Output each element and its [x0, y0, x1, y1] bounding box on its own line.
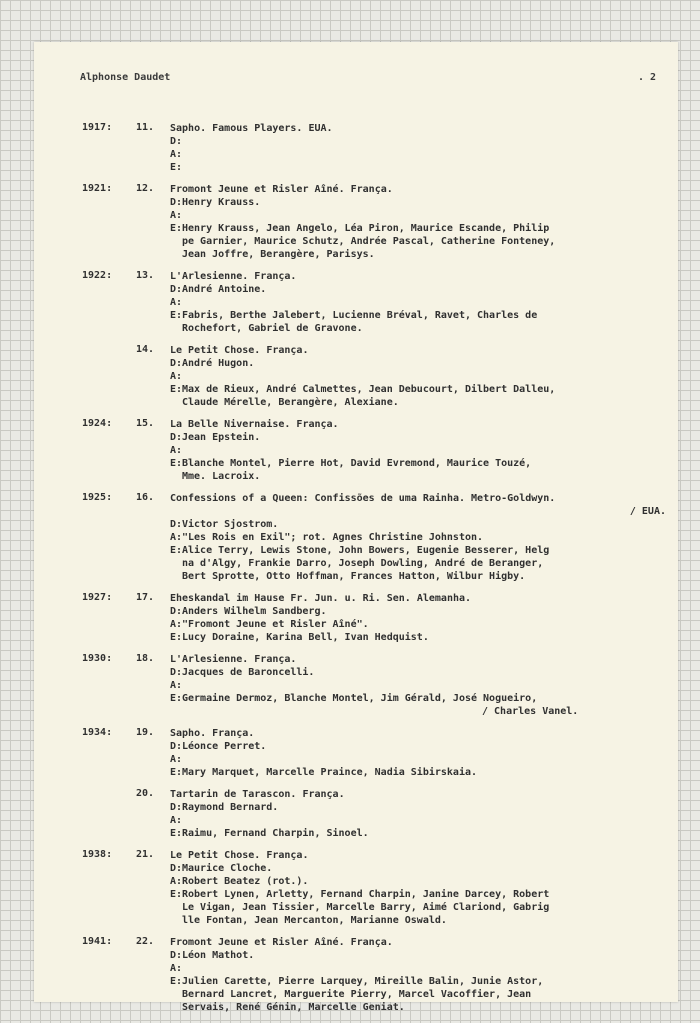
adaptation-row [170, 148, 672, 161]
cast-text [182, 309, 537, 335]
entry-year: 1930: [82, 653, 113, 664]
director-text [182, 801, 278, 814]
entry-year: 1934: [82, 727, 113, 738]
film-entry [82, 936, 672, 1014]
entry-body [170, 122, 672, 174]
entry-title: Fromont Jeune et Risler Aîné. França. [170, 937, 393, 948]
entry-title: L'Arlesienne. França. [170, 654, 297, 665]
entry-year: 1925: [82, 492, 113, 503]
adaptation-label: A: [170, 371, 183, 382]
entry-title: Sapho. França. [170, 728, 255, 739]
cast-row [170, 309, 672, 335]
cast-label: E: [170, 693, 183, 704]
director-row [170, 135, 672, 148]
cast-row [170, 975, 672, 1014]
director-label: D: [170, 519, 183, 530]
film-entry [82, 727, 672, 779]
director-label: D: [170, 606, 183, 617]
director-text [182, 431, 260, 444]
entry-body [170, 344, 672, 409]
adaptation-row [170, 814, 672, 827]
director-line: Maurice Cloche. [182, 863, 273, 874]
cast-label: E: [170, 162, 183, 173]
entry-year: 1917: [82, 122, 113, 133]
director-row [170, 431, 672, 444]
director-line: Jean Epstein. [182, 432, 261, 443]
adaptation-row [170, 753, 672, 766]
cast-line: na d'Algy, Frankie Darro, Joseph Dowling, André de Beranger, [182, 558, 544, 569]
entry-body [170, 418, 672, 483]
adaptation-row [170, 209, 672, 222]
adaptation-text [182, 531, 483, 544]
cast-text [182, 827, 369, 840]
cast-text [182, 631, 429, 644]
adaptation-line: Robert Beatez (rot.). [182, 876, 309, 887]
cast-line: Max de Rieux, André Calmettes, Jean Debucourt, Dilbert Dalleu, [182, 384, 556, 395]
cast-label: E: [170, 458, 183, 469]
entry-title: La Belle Nivernaise. França. [170, 419, 339, 430]
entry-title: Tartarin de Tarascon. França. [170, 789, 345, 800]
adaptation-row [170, 444, 672, 457]
director-text [182, 283, 266, 296]
adaptation-label: A: [170, 149, 183, 160]
director-line: Victor Sjostrom. [182, 519, 279, 530]
entry-body [170, 492, 672, 583]
entry-body [170, 183, 672, 261]
cast-label: E: [170, 384, 183, 395]
adaptation-row [170, 618, 672, 631]
director-row [170, 518, 672, 531]
adaptation-label: A: [170, 297, 183, 308]
director-label: D: [170, 863, 183, 874]
director-label: D: [170, 136, 183, 147]
entry-year: 1921: [82, 183, 113, 194]
entry-body [170, 727, 672, 779]
cast-row [170, 827, 672, 840]
cast-row [170, 161, 672, 174]
director-line: André Antoine. [182, 284, 267, 295]
adaptation-label: A: [170, 815, 183, 826]
director-row [170, 666, 672, 679]
cast-text [182, 766, 477, 779]
cast-line: Henry Krauss, Jean Angelo, Léa Piron, Maurice Escande, Philip [182, 223, 550, 234]
entry-number: 21. [136, 849, 155, 860]
entry-title: Le Petit Chose. França. [170, 345, 309, 356]
adaptation-label: A: [170, 445, 183, 456]
director-line: Anders Wilhelm Sandberg. [182, 606, 327, 617]
cast-line: Fabris, Berthe Jalebert, Lucienne Bréval, Ravet, Charles de [182, 310, 538, 321]
director-text [182, 605, 327, 618]
entry-body [170, 936, 672, 1014]
cast-line: Bert Sprotte, Otto Hoffman, Frances Hatton, Wilbur Higby. [182, 571, 526, 582]
director-row [170, 801, 672, 814]
cast-row [170, 631, 672, 644]
entry-number: 17. [136, 592, 155, 603]
adaptation-text [182, 875, 308, 888]
cast-line: Germaine Dermoz, Blanche Montel, Jim Gérald, José Nogueiro, [182, 693, 538, 704]
adaptation-label: A: [170, 963, 183, 974]
cast-text [182, 457, 531, 483]
entry-number: 11. [136, 122, 155, 133]
adaptation-line: "Les Rois en Exil"; rot. Agnes Christine Johnston. [182, 532, 484, 543]
director-line: Henry Krauss. [182, 197, 261, 208]
adaptation-line: "Fromont Jeune et Risler Aîné". [182, 619, 369, 630]
entry-title: Eheskandal im Hause Fr. Jun. u. Ri. Sen. Alemanha. [170, 593, 472, 604]
film-entry [82, 788, 672, 840]
director-label: D: [170, 741, 183, 752]
director-text [182, 949, 254, 962]
entry-title: L'Arlesienne. França. [170, 271, 297, 282]
director-text [182, 740, 266, 753]
entry-title: Le Petit Chose. França. [170, 850, 309, 861]
director-line: Jacques de Baroncelli. [182, 667, 315, 678]
film-entry [82, 122, 672, 174]
cast-line: Rochefort, Gabriel de Gravone. [182, 323, 363, 334]
cast-line: Lucy Doraine, Karina Bell, Ivan Hedquist. [182, 632, 429, 643]
cast-row [170, 222, 672, 261]
director-label: D: [170, 358, 183, 369]
cast-line: lle Fontan, Jean Mercanton, Marianne Oswald. [182, 915, 447, 926]
entry-title: Confessions of a Queen: Confissões de uma Rainha. Metro-Goldwyn. [170, 493, 556, 504]
cast-text [182, 544, 549, 583]
director-row [170, 283, 672, 296]
entry-title: Fromont Jeune et Risler Aîné. França. [170, 184, 393, 195]
cast-line: Blanche Montel, Pierre Hot, David Evremond, Maurice Touzé, [182, 458, 532, 469]
director-label: D: [170, 197, 183, 208]
entry-number: 19. [136, 727, 155, 738]
adaptation-text [182, 618, 369, 631]
cast-line: Le Vigan, Jean Tissier, Marcelle Barry, Aimé Clariond, Gabrig [182, 902, 550, 913]
entry-body [170, 653, 672, 718]
film-entry [82, 592, 672, 644]
cast-line: Jean Joffre, Berangère, Parisys. [182, 249, 375, 260]
document-sheet [34, 42, 678, 1013]
director-label: D: [170, 802, 183, 813]
director-text [182, 862, 272, 875]
adaptation-row [170, 531, 672, 544]
cast-row [170, 544, 672, 583]
entry-body [170, 270, 672, 335]
cast-label: E: [170, 889, 183, 900]
adaptation-row [170, 679, 672, 692]
director-line: Léon Mathot. [182, 950, 255, 961]
adaptation-row [170, 962, 672, 975]
entry-year: 1924: [82, 418, 113, 429]
adaptation-label: A: [170, 532, 183, 543]
director-row [170, 357, 672, 370]
director-row [170, 862, 672, 875]
adaptation-label: A: [170, 754, 183, 765]
cast-line: Servais, René Génin, Marcelle Geniat. [182, 1002, 405, 1013]
entry-year: 1927: [82, 592, 113, 603]
adaptation-row [170, 875, 672, 888]
entry-number: 22. [136, 936, 155, 947]
director-row [170, 196, 672, 209]
entry-year: 1922: [82, 270, 113, 281]
director-row [170, 740, 672, 753]
entry-body [170, 788, 672, 840]
entry-number: 13. [136, 270, 155, 281]
cast-line: Mary Marquet, Marcelle Praince, Nadia Sibirskaia. [182, 767, 478, 778]
cast-label: E: [170, 632, 183, 643]
film-entry [82, 183, 672, 261]
page-number: . 2 [637, 72, 656, 83]
adaptation-label: A: [170, 210, 183, 221]
filmography-list [82, 122, 672, 1023]
film-entry [82, 270, 672, 335]
cast-line: Robert Lynen, Arletty, Fernand Charpin, Janine Darcey, Robert [182, 889, 550, 900]
cast-row [170, 383, 672, 409]
entry-title: Sapho. Famous Players. EUA. [170, 123, 333, 134]
cast-line: Claude Mérelle, Berangère, Alexiane. [182, 397, 399, 408]
director-text [182, 666, 314, 679]
entry-number: 20. [136, 788, 155, 799]
cast-label: E: [170, 976, 183, 987]
director-row [170, 605, 672, 618]
film-entry [82, 344, 672, 409]
cast-label: E: [170, 767, 183, 778]
entry-year: 1941: [82, 936, 113, 947]
director-line: Raymond Bernard. [182, 802, 279, 813]
entry-year: 1938: [82, 849, 113, 860]
entry-number: 18. [136, 653, 155, 664]
cast-label: E: [170, 310, 183, 321]
cast-label: E: [170, 223, 183, 234]
director-label: D: [170, 284, 183, 295]
film-entry [82, 418, 672, 483]
director-label: D: [170, 950, 183, 961]
film-entry [82, 849, 672, 927]
cast-text [182, 888, 549, 927]
cast-line: / Charles Vanel. [482, 706, 579, 717]
director-line: André Hugon. [182, 358, 255, 369]
cast-row [170, 692, 672, 718]
entry-body [170, 592, 672, 644]
author-name: Alphonse Daudet [80, 72, 171, 83]
entry-title-continuation: / EUA. [629, 506, 666, 517]
cast-text [182, 975, 543, 1014]
cast-line: Bernard Lancret, Marguerite Pierry, Marcel Vacoffier, Jean [182, 989, 532, 1000]
adaptation-label: A: [170, 876, 183, 887]
cast-line: Alice Terry, Lewis Stone, John Bowers, Eugenie Besserer, Helg [182, 545, 550, 556]
cast-row [170, 766, 672, 779]
adaptation-label: A: [170, 680, 183, 691]
director-label: D: [170, 667, 183, 678]
page-header [80, 72, 656, 88]
cast-text [182, 692, 578, 718]
entry-number: 14. [136, 344, 155, 355]
cast-label: E: [170, 545, 183, 556]
adaptation-row [170, 370, 672, 383]
adaptation-label: A: [170, 619, 183, 630]
entry-number: 15. [136, 418, 155, 429]
director-text [182, 357, 254, 370]
cast-line: Raimu, Fernand Charpin, Sinoel. [182, 828, 369, 839]
entry-number: 12. [136, 183, 155, 194]
director-line: Léonce Perret. [182, 741, 267, 752]
cast-row [170, 457, 672, 483]
cast-row [170, 888, 672, 927]
director-text [182, 196, 260, 209]
cast-line: Julien Carette, Pierre Larquey, Mireille Balin, Junie Astor, [182, 976, 544, 987]
director-row [170, 949, 672, 962]
cast-text [182, 222, 555, 261]
cast-label: E: [170, 828, 183, 839]
film-entry [82, 653, 672, 718]
cast-text [182, 383, 555, 409]
director-text [182, 518, 278, 531]
adaptation-row [170, 296, 672, 309]
entry-number: 16. [136, 492, 155, 503]
cast-line: pe Garnier, Maurice Schutz, Andrée Pascal, Catherine Fonteney, [182, 236, 556, 247]
film-entry [82, 492, 672, 583]
director-label: D: [170, 432, 183, 443]
cast-line: Mme. Lacroix. [182, 471, 261, 482]
entry-body [170, 849, 672, 927]
